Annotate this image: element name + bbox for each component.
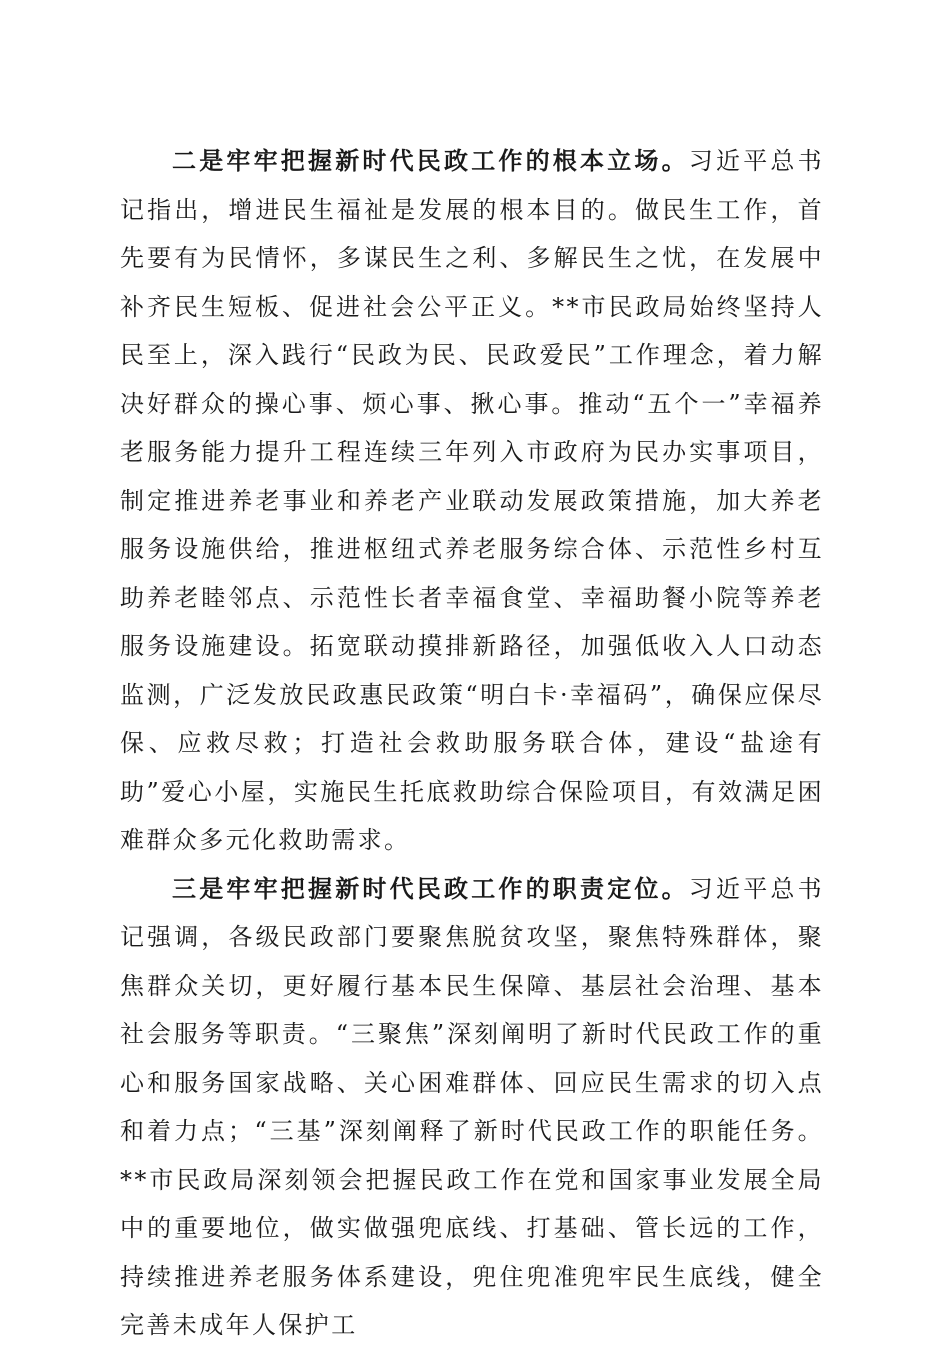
paragraph-lead: 三是牢牢把握新时代民政工作的职责定位。 — [172, 873, 689, 903]
paragraph-text: 习近平总书记强调，各级民政部门要聚焦脱贫攻坚，聚焦特殊群体，聚焦群众关切，更好履行基本民生保障、基层社会治理、基本社会服务等职责。“三聚焦”深刻阐明了新时代民政工作的重心和服务国家战略、关心困难群体、回应民生需求的切入点和着力点；“三基”深刻阐释了新时代民政工作的职能任务。**市民政局深刻领会把握民政工作在党和国家事业发展全局中的重要地位，做实做强兜底线、打基础、管长远的工作，持续推进养老服务体系建设，兜住兜准兜牢民生底线，健全完善未成年人保护工 — [120, 874, 824, 1339]
document-body — [120, 137, 824, 1350]
paragraph-responsibility-positioning — [120, 865, 824, 1350]
paragraph-text: 习近平总书记指出，增进民生福祉是发展的根本目的。做民生工作，首先要有为民情怀，多谋民生之利、多解民生之忧，在发展中补齐民生短板、促进社会公平正义。**市民政局始终坚持人民至上，深入践行“民政为民、民政爱民”工作理念，着力解决好群众的操心事、烦心事、揪心事。推动“五个一”幸福养老服务能力提升工程连续三年列入市政府为民办实事项目，制定推进养老事业和养老产业联动发展政策措施，加大养老服务设施供给，推进枢纽式养老服务综合体、示范性乡村互助养老睦邻点、示范性长者幸福食堂、幸福助餐小院等养老服务设施建设。拓宽联动摸排新路径，加强低收入人口动态监测，广泛发放民政惠民政策“明白卡·幸福码”，确保应保尽保、应救尽救；打造社会救助服务联合体，建设“盐途有助”爱心小屋，实施民生托底救助综合保险项目，有效满足困难群众多元化救助需求。 — [120, 147, 824, 854]
paragraph-lead: 二是牢牢把握新时代民政工作的根本立场。 — [172, 146, 689, 175]
paragraph-fundamental-position — [120, 137, 824, 865]
